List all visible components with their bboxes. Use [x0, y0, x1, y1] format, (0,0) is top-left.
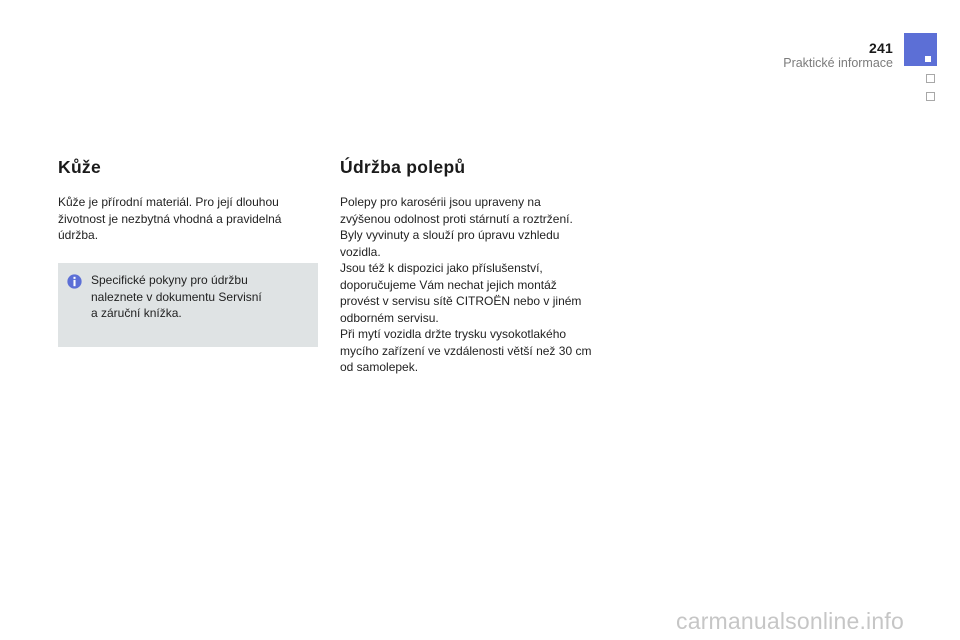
right-section-text: Polepy pro karosérii jsou upraveny na zvýšenou odolnost proti stárnutí a roztržení. Byly vyvinuty a slouží pro úpravu vzhledu vozidla. Jsou též k dispozici jako příslušenství, doporučujeme Vám nechat jejich montáž provést v servisu sítě CITROËN nebo v jiném odborném servisu. Při mytí vozidla držte trysku vysokotlakého mycího zařízení ve vzdálenosti větší než 30 cm od samolepek.	[340, 195, 592, 374]
section-title: Praktické informace	[783, 56, 893, 70]
left-section-title: Kůže	[58, 157, 102, 177]
page-number: 241	[869, 40, 893, 56]
chapter-tab-empty-1[interactable]	[926, 74, 935, 83]
left-column	[58, 157, 320, 244]
chapter-tab-empty-2[interactable]	[926, 92, 935, 101]
right-column	[340, 157, 620, 376]
info-box-text: Specifické pokyny pro údržbu naleznete v dokumentu Servisní a záruční knížka.	[91, 273, 262, 320]
info-box	[58, 263, 318, 347]
info-icon	[67, 274, 82, 289]
watermark: carmanualsonline.info	[676, 608, 904, 634]
chapter-tab-active[interactable]	[904, 33, 937, 66]
left-section-text: Kůže je přírodní materiál. Pro její dlouhou životnost je nezbytná vhodná a pravidelná údržba.	[58, 195, 282, 242]
right-section-title: Údržba polepů	[340, 157, 466, 177]
